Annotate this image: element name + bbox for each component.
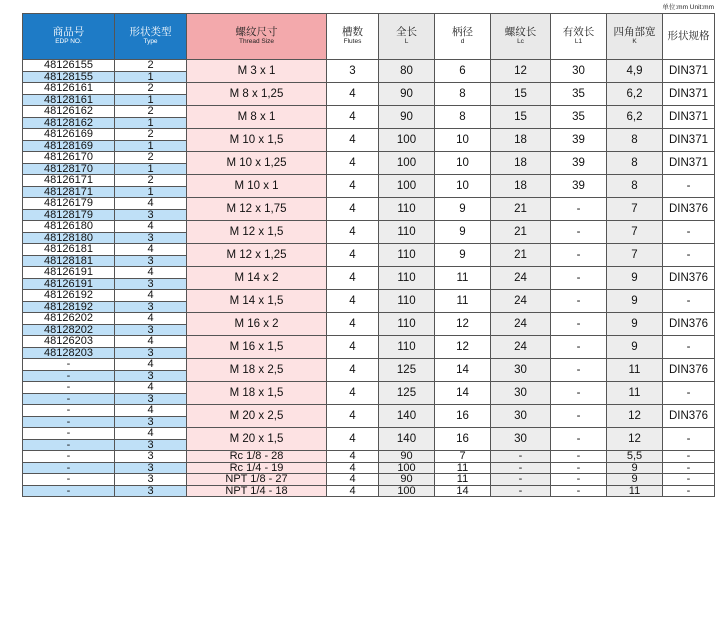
flutes-cell: 4 [327,221,379,244]
table-row [23,428,715,440]
square-width-cell: 8 [607,175,663,198]
thread-size-cell: M 20 x 1,5 [187,428,327,451]
shank-diameter-cell: 10 [435,175,491,198]
header-square-width: 四角部宽 K [607,14,663,60]
flutes-cell: 4 [327,129,379,152]
edp-cell: - [23,485,115,497]
spec-cell: DIN371 [663,129,715,152]
spec-cell: - [663,175,715,198]
thread-length-cell: 18 [491,129,551,152]
length-cell: 90 [379,474,435,486]
type-cell: 3 [115,462,187,474]
header-type: 形状类型 Type [115,14,187,60]
flutes-cell: 4 [327,175,379,198]
flutes-cell: 4 [327,336,379,359]
thread-length-cell: - [491,451,551,463]
thread-size-cell: NPT 1/4 - 18 [187,485,327,497]
spec-cell: - [663,382,715,405]
header-shank-diameter: 柄径 d [435,14,491,60]
square-width-cell: 5,5 [607,451,663,463]
square-width-cell: 11 [607,485,663,497]
flutes-cell: 4 [327,485,379,497]
edp-cell: 48128203 [23,347,115,359]
shank-diameter-cell: 9 [435,221,491,244]
table-row [23,313,715,325]
flutes-cell: 4 [327,83,379,106]
edp-cell: - [23,451,115,463]
length-cell: 110 [379,244,435,267]
spec-cell: DIN376 [663,313,715,336]
type-cell: 4 [115,198,187,210]
table-row [23,152,715,164]
flutes-cell: 4 [327,198,379,221]
table-row [23,485,715,497]
header-row [23,14,715,60]
thread-size-cell: NPT 1/8 - 27 [187,474,327,486]
spec-cell: DIN371 [663,60,715,83]
shank-diameter-cell: 11 [435,474,491,486]
edp-cell: - [23,359,115,371]
edp-cell: 48128162 [23,117,115,129]
table-row [23,451,715,463]
thread-length-cell: 21 [491,198,551,221]
square-width-cell: 6,2 [607,83,663,106]
thread-size-cell: M 8 x 1,25 [187,83,327,106]
shank-diameter-cell: 16 [435,428,491,451]
edp-cell: - [23,416,115,428]
square-width-cell: 8 [607,152,663,175]
thread-length-cell: 30 [491,382,551,405]
length-cell: 100 [379,152,435,175]
spec-cell: - [663,244,715,267]
type-cell: 4 [115,313,187,325]
thread-size-cell: M 16 x 2 [187,313,327,336]
type-cell: 2 [115,175,187,187]
type-cell: 4 [115,336,187,348]
thread-length-cell: 18 [491,175,551,198]
square-width-cell: 11 [607,359,663,382]
thread-size-cell: M 18 x 2,5 [187,359,327,382]
effective-length-cell: - [551,336,607,359]
flutes-cell: 4 [327,267,379,290]
header-effective-length: 有效长 L1 [551,14,607,60]
type-cell: 3 [115,232,187,244]
edp-cell: 48128202 [23,324,115,336]
square-width-cell: 11 [607,382,663,405]
spec-cell: - [663,290,715,313]
thread-size-cell: M 14 x 1,5 [187,290,327,313]
effective-length-cell: - [551,198,607,221]
table-row [23,175,715,187]
flutes-cell: 4 [327,462,379,474]
edp-cell: 48128170 [23,163,115,175]
type-cell: 3 [115,485,187,497]
shank-diameter-cell: 7 [435,451,491,463]
thread-size-cell: M 16 x 1,5 [187,336,327,359]
shank-diameter-cell: 11 [435,267,491,290]
type-cell: 2 [115,129,187,141]
flutes-cell: 4 [327,106,379,129]
flutes-cell: 4 [327,474,379,486]
edp-cell: 48126191 [23,278,115,290]
square-width-cell: 9 [607,474,663,486]
shank-diameter-cell: 9 [435,198,491,221]
effective-length-cell: 39 [551,129,607,152]
thread-length-cell: 24 [491,313,551,336]
table-row [23,83,715,95]
edp-cell: - [23,405,115,417]
thread-length-cell: 21 [491,221,551,244]
spec-cell: DIN376 [663,405,715,428]
effective-length-cell: 30 [551,60,607,83]
spec-cell: DIN371 [663,83,715,106]
spec-cell: - [663,336,715,359]
length-cell: 100 [379,129,435,152]
type-cell: 3 [115,393,187,405]
table-body [23,60,715,497]
flutes-cell: 4 [327,313,379,336]
thread-length-cell: - [491,462,551,474]
type-cell: 2 [115,106,187,118]
thread-size-cell: M 14 x 2 [187,267,327,290]
header-thread-length: 螺纹长 Lc [491,14,551,60]
spec-cell: - [663,428,715,451]
table-row [23,474,715,486]
edp-cell: 48128169 [23,140,115,152]
edp-cell: 48128192 [23,301,115,313]
thread-length-cell: 21 [491,244,551,267]
type-cell: 2 [115,83,187,95]
type-cell: 3 [115,474,187,486]
table-row [23,129,715,141]
spec-cell: - [663,485,715,497]
table-row [23,244,715,256]
effective-length-cell: - [551,382,607,405]
length-cell: 140 [379,405,435,428]
shank-diameter-cell: 11 [435,462,491,474]
spec-cell: DIN371 [663,152,715,175]
edp-cell: - [23,428,115,440]
thread-size-cell: M 8 x 1 [187,106,327,129]
thread-length-cell: 15 [491,106,551,129]
type-cell: 3 [115,370,187,382]
type-cell: 4 [115,428,187,440]
header-thread-size: 螺纹尺寸 Thread Size [187,14,327,60]
thread-length-cell: 30 [491,405,551,428]
spec-cell: DIN376 [663,198,715,221]
effective-length-cell: - [551,290,607,313]
edp-cell: 48126155 [23,60,115,72]
thread-length-cell: 12 [491,60,551,83]
flutes-cell: 4 [327,428,379,451]
thread-size-cell: M 12 x 1,75 [187,198,327,221]
effective-length-cell: - [551,221,607,244]
type-cell: 4 [115,290,187,302]
tap-spec-table [22,13,715,497]
length-cell: 110 [379,313,435,336]
flutes-cell: 4 [327,405,379,428]
table-row [23,405,715,417]
length-cell: 110 [379,221,435,244]
type-cell: 4 [115,405,187,417]
type-cell: 4 [115,359,187,371]
edp-cell: - [23,462,115,474]
type-cell: 3 [115,347,187,359]
square-width-cell: 9 [607,267,663,290]
square-width-cell: 12 [607,405,663,428]
shank-diameter-cell: 8 [435,106,491,129]
effective-length-cell: - [551,462,607,474]
square-width-cell: 9 [607,336,663,359]
edp-cell: - [23,370,115,382]
thread-size-cell: Rc 1/4 - 19 [187,462,327,474]
type-cell: 4 [115,221,187,233]
shank-diameter-cell: 14 [435,382,491,405]
edp-cell: 48126170 [23,152,115,164]
effective-length-cell: - [551,267,607,290]
unit-note: 单位:mm Unit:mm [662,4,714,11]
shank-diameter-cell: 6 [435,60,491,83]
length-cell: 90 [379,83,435,106]
type-cell: 3 [115,451,187,463]
effective-length-cell: - [551,428,607,451]
type-cell: 2 [115,60,187,72]
effective-length-cell: - [551,451,607,463]
edp-cell: - [23,382,115,394]
length-cell: 125 [379,359,435,382]
length-cell: 110 [379,336,435,359]
thread-size-cell: M 18 x 1,5 [187,382,327,405]
edp-cell: 48126162 [23,106,115,118]
thread-size-cell: M 10 x 1,25 [187,152,327,175]
square-width-cell: 7 [607,198,663,221]
effective-length-cell: - [551,359,607,382]
edp-cell: - [23,439,115,451]
header-spec: 形状规格 [663,14,715,60]
header-edp: 商品号 EDP NO. [23,14,115,60]
edp-cell: 48128155 [23,71,115,83]
edp-cell: 48126179 [23,198,115,210]
thread-length-cell: 30 [491,428,551,451]
length-cell: 100 [379,485,435,497]
shank-diameter-cell: 12 [435,313,491,336]
type-cell: 3 [115,439,187,451]
edp-cell: 48126171 [23,175,115,187]
type-cell: 4 [115,267,187,279]
length-cell: 110 [379,267,435,290]
thread-size-cell: Rc 1/8 - 28 [187,451,327,463]
spec-cell: - [663,221,715,244]
shank-diameter-cell: 14 [435,359,491,382]
type-cell: 4 [115,244,187,256]
effective-length-cell: - [551,313,607,336]
length-cell: 90 [379,106,435,129]
table-row [23,359,715,371]
spec-cell: DIN371 [663,106,715,129]
thread-length-cell: 24 [491,290,551,313]
type-cell: 3 [115,278,187,290]
spec-cell: - [663,462,715,474]
length-cell: 100 [379,175,435,198]
type-cell: 4 [115,382,187,394]
square-width-cell: 9 [607,290,663,313]
shank-diameter-cell: 8 [435,83,491,106]
edp-cell: - [23,474,115,486]
spec-cell: DIN376 [663,267,715,290]
edp-cell: 48128179 [23,209,115,221]
type-cell: 3 [115,209,187,221]
table-row [23,221,715,233]
type-cell: 1 [115,163,187,175]
table-row [23,382,715,394]
effective-length-cell: - [551,244,607,267]
edp-cell: 48126180 [23,221,115,233]
table-row [23,336,715,348]
edp-cell: 48126191 [23,267,115,279]
square-width-cell: 9 [607,462,663,474]
type-cell: 3 [115,416,187,428]
edp-cell: 48126202 [23,313,115,325]
type-cell: 3 [115,301,187,313]
table-row [23,198,715,210]
effective-length-cell: - [551,474,607,486]
flutes-cell: 3 [327,60,379,83]
header-length: 全长 L [379,14,435,60]
length-cell: 110 [379,290,435,313]
spec-cell: DIN376 [663,359,715,382]
edp-cell: 48126161 [23,83,115,95]
edp-cell: - [23,393,115,405]
shank-diameter-cell: 9 [435,244,491,267]
edp-cell: 48128181 [23,255,115,267]
edp-cell: 48126203 [23,336,115,348]
square-width-cell: 6,2 [607,106,663,129]
thread-size-cell: M 20 x 2,5 [187,405,327,428]
effective-length-cell: 39 [551,152,607,175]
square-width-cell: 9 [607,313,663,336]
type-cell: 3 [115,324,187,336]
length-cell: 80 [379,60,435,83]
length-cell: 140 [379,428,435,451]
thread-length-cell: - [491,474,551,486]
thread-length-cell: 15 [491,83,551,106]
length-cell: 100 [379,462,435,474]
edp-cell: 48128180 [23,232,115,244]
thread-length-cell: 24 [491,336,551,359]
edp-cell: 48126192 [23,290,115,302]
table-row [23,106,715,118]
type-cell: 3 [115,255,187,267]
effective-length-cell: - [551,485,607,497]
square-width-cell: 8 [607,129,663,152]
effective-length-cell: 35 [551,83,607,106]
shank-diameter-cell: 14 [435,485,491,497]
thread-size-cell: M 12 x 1,5 [187,221,327,244]
edp-cell: 48126169 [23,129,115,141]
square-width-cell: 12 [607,428,663,451]
thread-length-cell: 30 [491,359,551,382]
shank-diameter-cell: 11 [435,290,491,313]
square-width-cell: 7 [607,244,663,267]
flutes-cell: 4 [327,451,379,463]
effective-length-cell: 35 [551,106,607,129]
table-row [23,60,715,72]
table-row [23,290,715,302]
square-width-cell: 4,9 [607,60,663,83]
type-cell: 1 [115,117,187,129]
spec-cell: - [663,451,715,463]
edp-cell: 48128171 [23,186,115,198]
shank-diameter-cell: 10 [435,129,491,152]
type-cell: 2 [115,152,187,164]
thread-size-cell: M 3 x 1 [187,60,327,83]
thread-size-cell: M 10 x 1,5 [187,129,327,152]
flutes-cell: 4 [327,382,379,405]
shank-diameter-cell: 16 [435,405,491,428]
length-cell: 90 [379,451,435,463]
spec-cell: - [663,474,715,486]
table-row [23,267,715,279]
type-cell: 1 [115,94,187,106]
flutes-cell: 4 [327,290,379,313]
table-row [23,462,715,474]
flutes-cell: 4 [327,359,379,382]
flutes-cell: 4 [327,152,379,175]
square-width-cell: 7 [607,221,663,244]
thread-length-cell: - [491,485,551,497]
effective-length-cell: 39 [551,175,607,198]
header-flutes: 槽数 Flutes [327,14,379,60]
flutes-cell: 4 [327,244,379,267]
shank-diameter-cell: 10 [435,152,491,175]
thread-length-cell: 18 [491,152,551,175]
edp-cell: 48126181 [23,244,115,256]
shank-diameter-cell: 12 [435,336,491,359]
thread-size-cell: M 10 x 1 [187,175,327,198]
thread-length-cell: 24 [491,267,551,290]
type-cell: 1 [115,186,187,198]
edp-cell: 48128161 [23,94,115,106]
length-cell: 125 [379,382,435,405]
length-cell: 110 [379,198,435,221]
type-cell: 1 [115,71,187,83]
type-cell: 1 [115,140,187,152]
thread-size-cell: M 12 x 1,25 [187,244,327,267]
effective-length-cell: - [551,405,607,428]
